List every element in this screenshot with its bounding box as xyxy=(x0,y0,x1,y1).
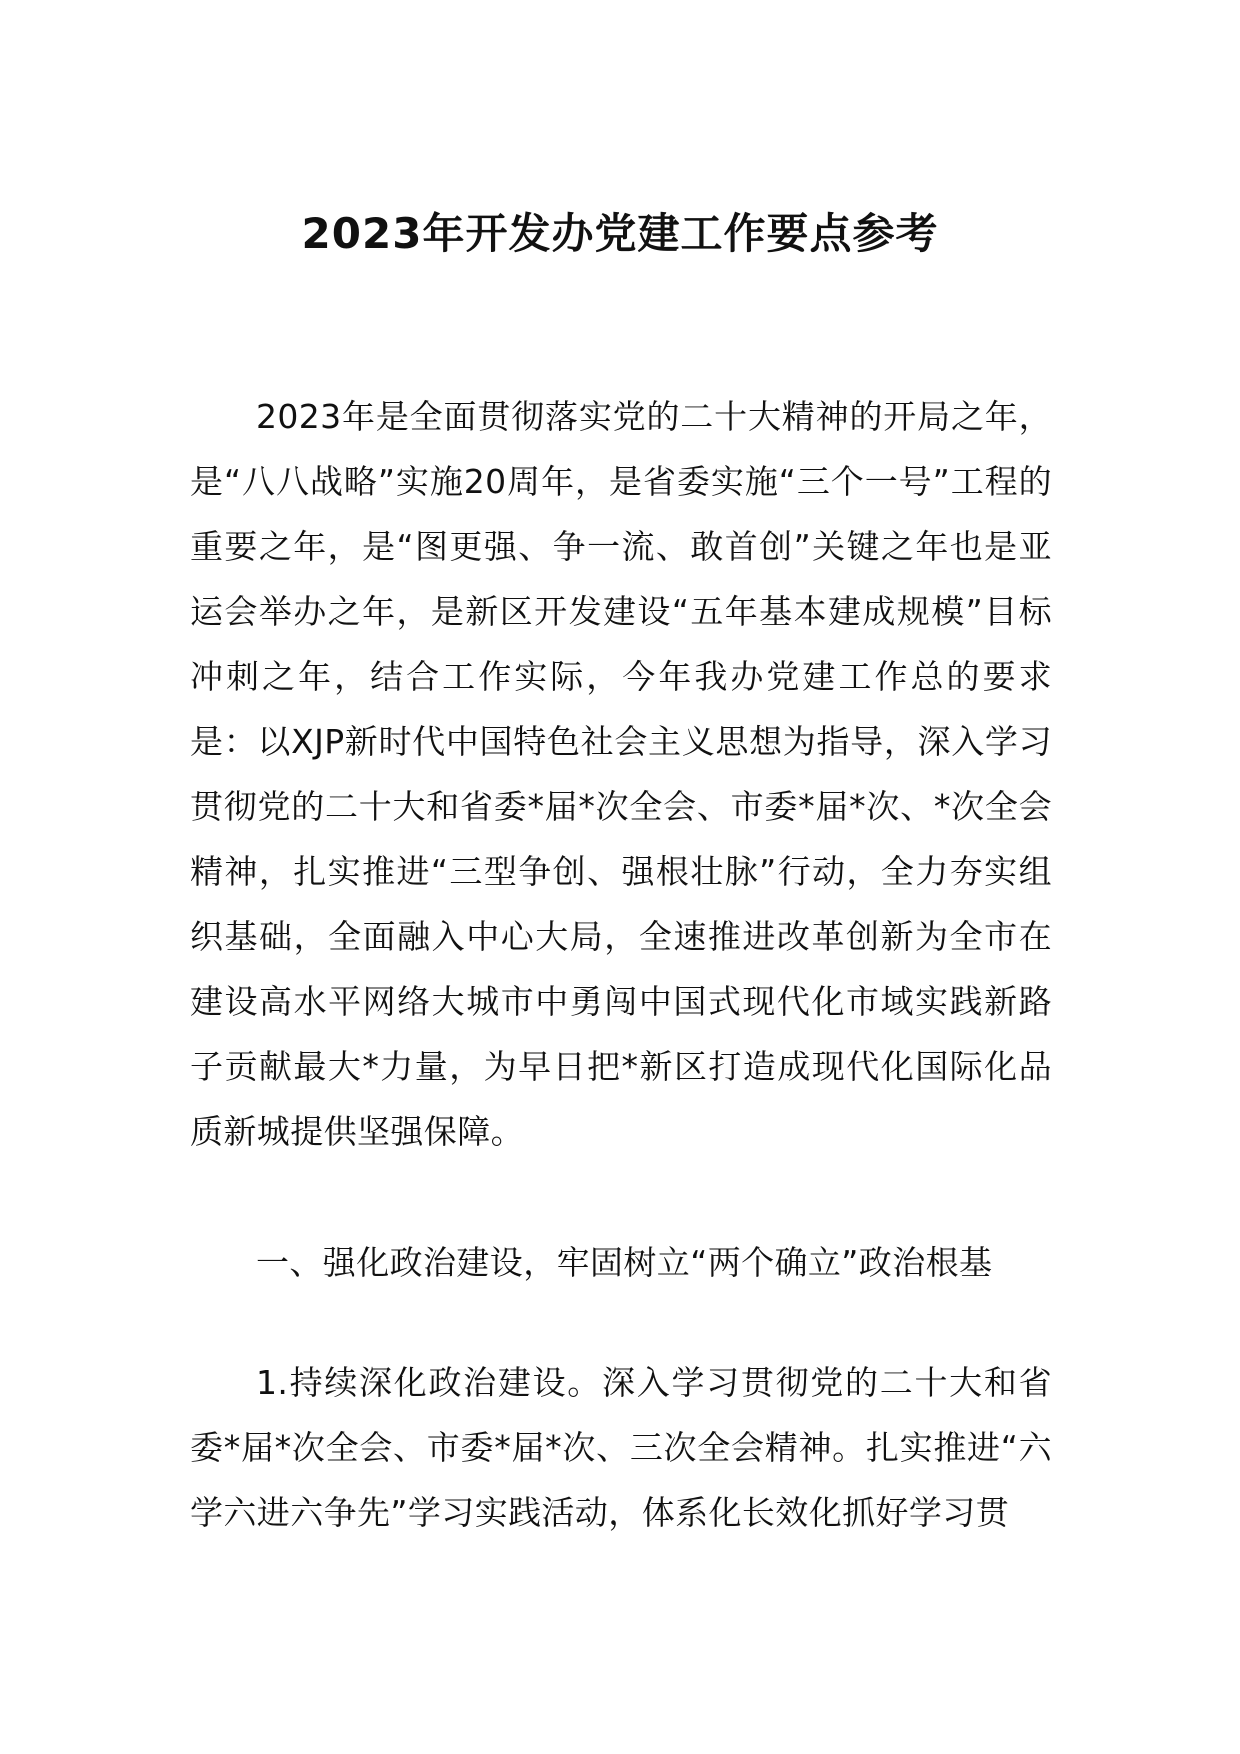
intro-paragraph: 2023年是全面贯彻落实党的二十大精神的开局之年，是“八八战略”实施20周年，是省委实施“三个一号”工程的重要之年，是“图更强、争一流、敢首创”关键之年也是亚运会举办之年，是新区开发建设“五年基本建成规模”目标冲刺之年，结合工作实际，今年我办党建工作总的要求是：以XJP新时代中国特色社会主义思想为指导，深入学习贯彻党的二十大和省委*届*次全会、市委*届*次、*次全会精神，扎实推进“三型争创、强根壮脉”行动，全力夯实组织基础，全面融入中心大局，全速推进改革创新为全市在建设高水平网络大城市中勇闯中国式现代化市域实践新路子贡献最大*力量，为早日把*新区打造成现代化国际化品质新城提供坚强保障。 xyxy=(190,397,1052,1151)
document-title: 2023年开发办党建工作要点参考 xyxy=(301,209,939,258)
section-heading: 一、强化政治建设，牢固树立“两个确立”政治根基 xyxy=(256,1243,993,1282)
item-paragraph: 1.持续深化政治建设。深入学习贯彻党的二十大和省委*届*次全会、市委*届*次、三次全会精神。扎实推进“六学六进六争先”学习实践活动，体系化长效化抓好学习贯 xyxy=(190,1363,1052,1532)
